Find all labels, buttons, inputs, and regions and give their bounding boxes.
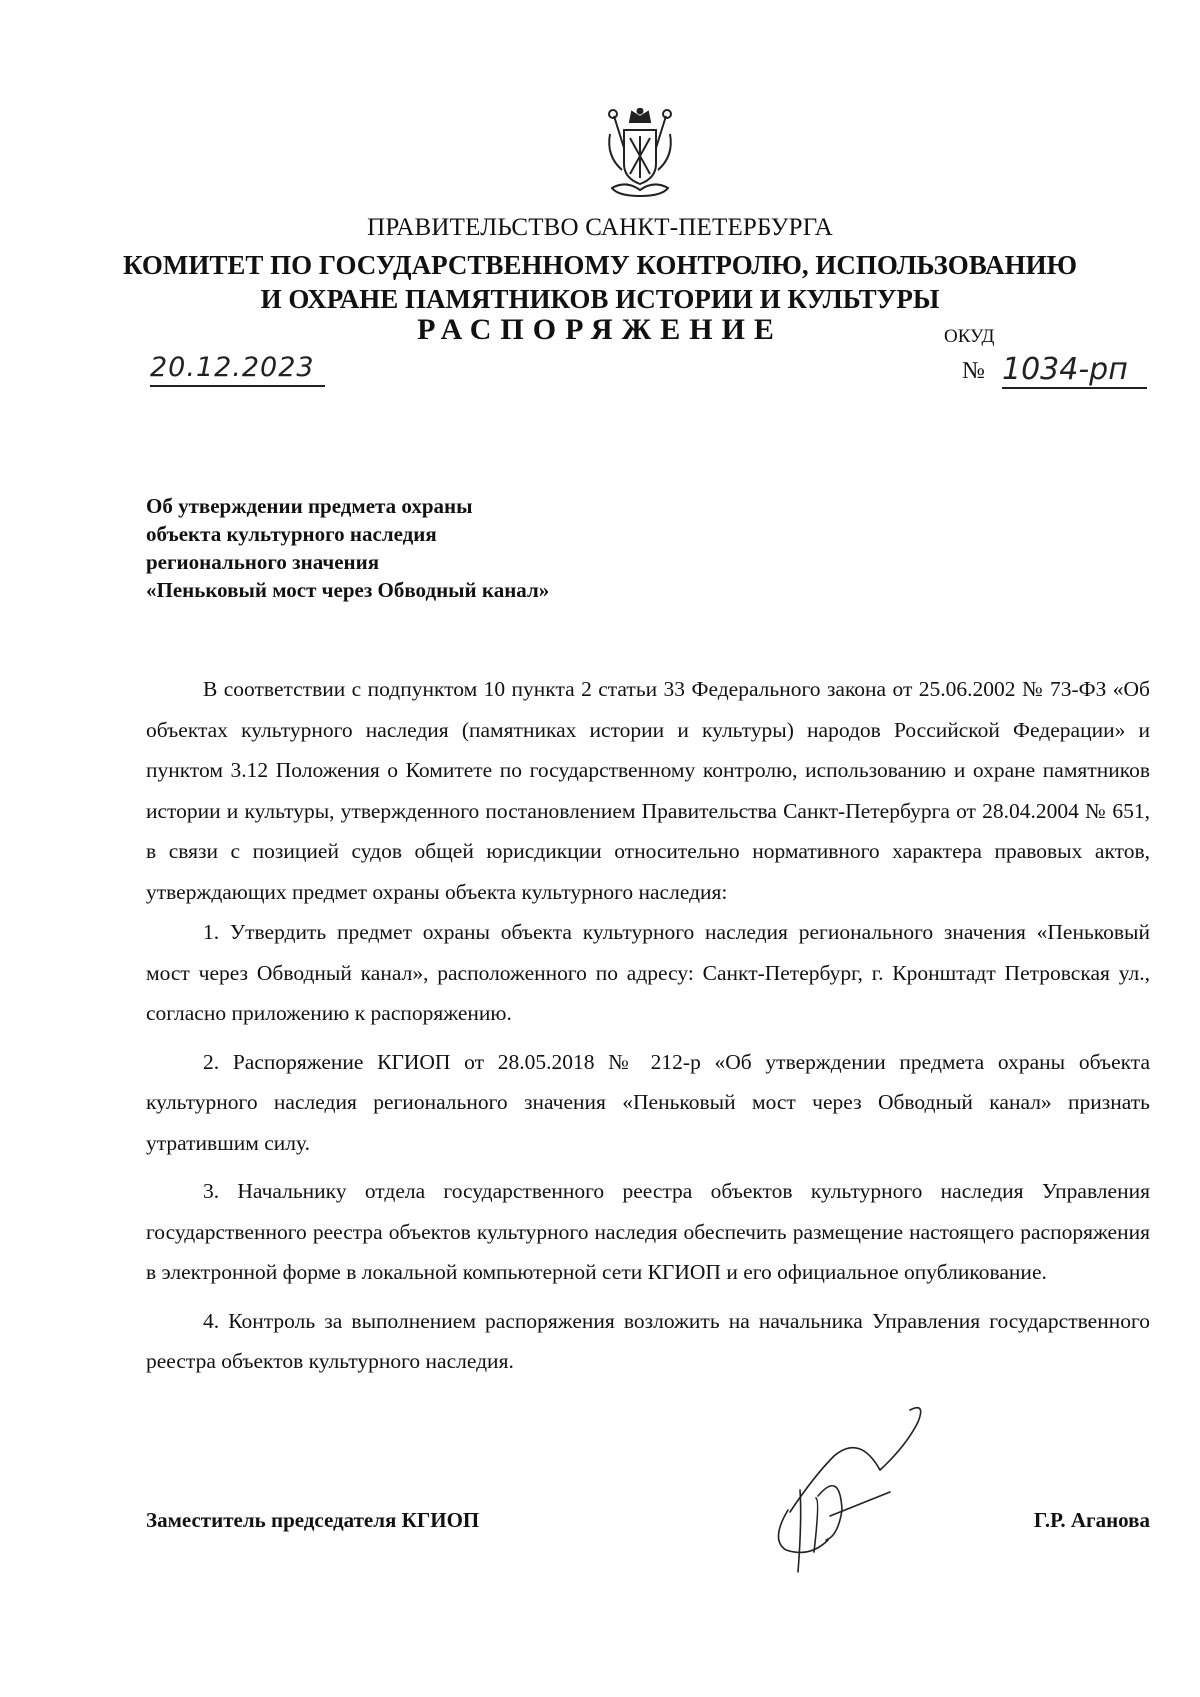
item-paragraph: 1. Утвердить предмет охраны объекта культурного наследия регионального значения «Пеньковый мост через Обводный канал», расположенного по адресу: Санкт-Петербург, г. Кронштадт Петровская ул., согласно приложению к распоряжению.: [146, 920, 1150, 1025]
item-paragraph: 2. Распоряжение КГИОП от 28.05.2018 № 212-р «Об утверждении предмета охраны объекта культурного наследия регионального значения «Пеньковый мост через Обводный канал» признать утратившим силу.: [146, 1049, 1150, 1155]
signature-icon: [730, 1400, 930, 1575]
document-number: [962, 352, 1147, 392]
number-value: 1034-рп: [1002, 352, 1147, 389]
preamble-paragraph: В соответствии с подпунктом 10 пункта 2 статьи 33 Федерального закона от 25.06.2002 № 73-ФЗ «Об объектах культурного наследия (памятниках истории и культуры) народов Российской Федерации» и пунктом 3.12 Положения о Комитете по государственному контролю, использованию и охране памятников истории и культуры, утвержденного постановлением Правительства Санкт-Петербурга от 28.04.2004 № 651, в связи с позицией судов общей юрисдикции относительно нормативного характера правовых актов, утверждающих предмет охраны объекта культурного наследия:: [146, 677, 1150, 904]
item-paragraph: 3. Начальнику отдела государственного реестра объектов культурного наследия Управления государственного реестра объектов культурного наследия обеспечить размещение настоящего распоряжения в электронной форме в локальной компьютерной сети КГИОП и его официальное опубликование.: [146, 1179, 1150, 1284]
coat-of-arms-icon: [602, 108, 678, 200]
signer-name: Г.Р. Аганова: [1033, 1508, 1150, 1532]
committee-line-1: КОМИТЕТ ПО ГОСУДАРСТВЕННОМУ КОНТРОЛЮ, ИСПОЛЬЗОВАНИЮ: [123, 250, 1077, 280]
signer-position: Заместитель председателя КГИОП: [146, 1508, 480, 1532]
document-body: [146, 669, 1150, 1382]
subject-line: регионального значения: [146, 550, 380, 574]
okud-label: ОКУД: [944, 326, 995, 347]
committee-name: [0, 248, 1200, 316]
number-sign: №: [962, 358, 985, 384]
committee-line-2: И ОХРАНЕ ПАМЯТНИКОВ ИСТОРИИ И КУЛЬТУРЫ: [260, 284, 940, 314]
document-type-title: РАСПОРЯЖЕНИЕ: [417, 313, 783, 346]
item-paragraph: 4. Контроль за выполнением распоряжения возложить на начальника Управления государственного реестра объектов культурного наследия.: [146, 1308, 1150, 1373]
subject-line: объекта культурного наследия: [146, 522, 437, 546]
subject-line: Об утверждении предмета охраны: [146, 494, 473, 518]
subject-line: «Пеньковый мост через Обводный канал»: [146, 578, 550, 602]
document-date: 20.12.2023: [150, 352, 325, 387]
government-name: ПРАВИТЕЛЬСТВО САНКТ-ПЕТЕРБУРГА: [367, 214, 833, 241]
document-subject: [146, 492, 549, 604]
